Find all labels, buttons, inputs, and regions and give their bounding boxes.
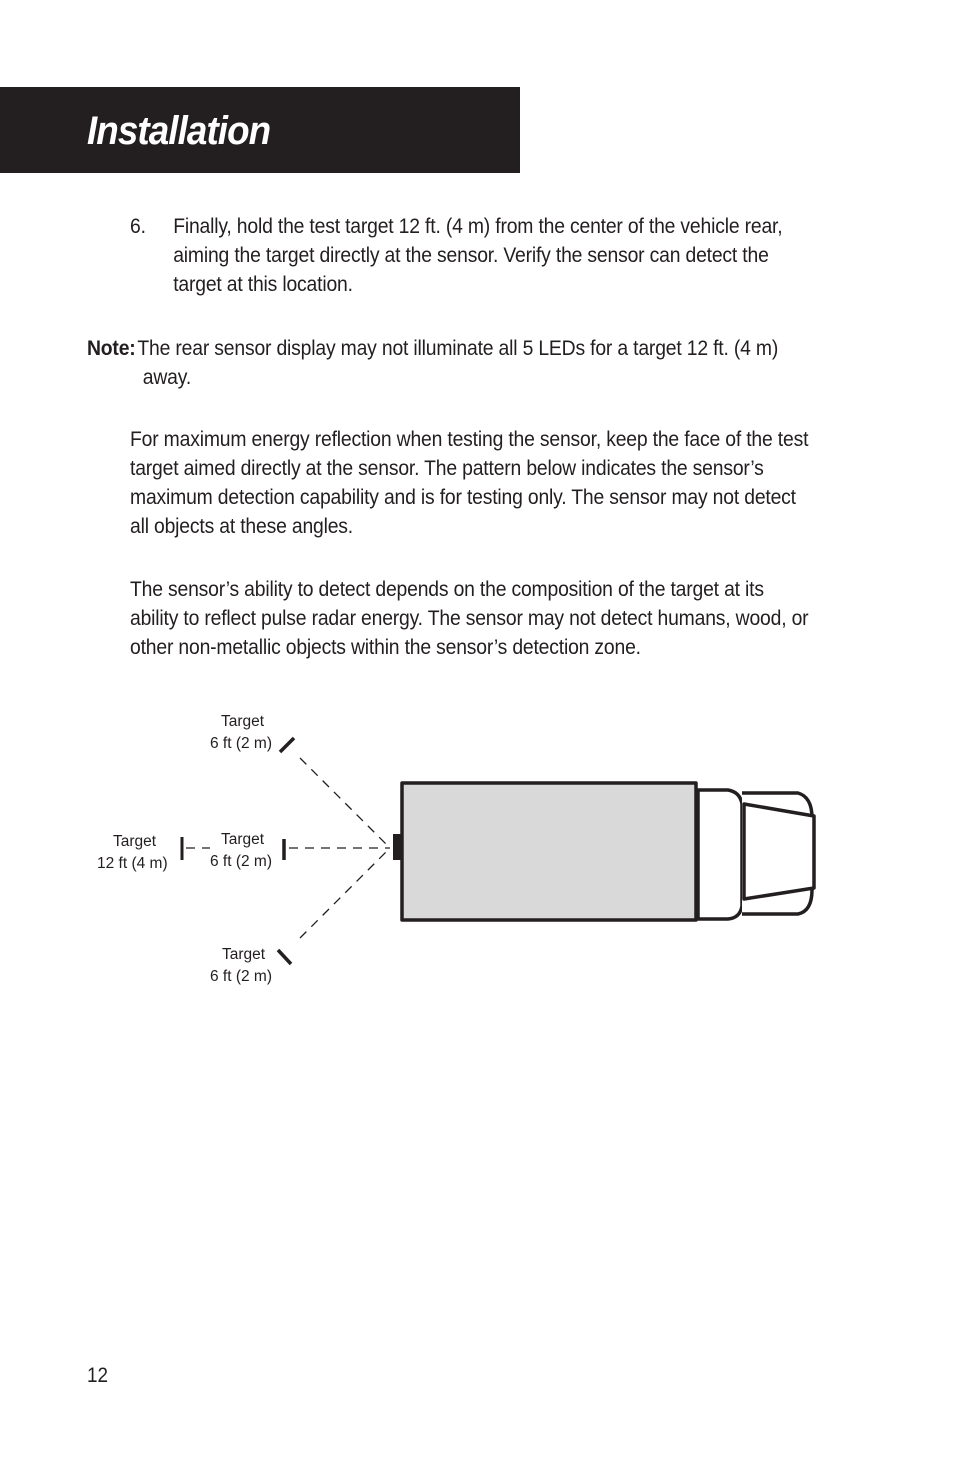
target-top-label: Target	[221, 713, 265, 730]
target-far-label: Target	[113, 833, 157, 850]
target-bottom-distance: 6 ft (2 m)	[210, 968, 273, 985]
note-text: The rear sensor display may not illuminate all 5 LEDs for a target 12 ft. (4 m) away.	[137, 336, 779, 389]
vehicle-windshield	[744, 804, 814, 899]
detection-pattern-diagram	[0, 700, 954, 1000]
target-top-marker	[280, 738, 294, 752]
target-top-distance: 6 ft (2 m)	[210, 735, 273, 752]
page-title: Installation	[87, 109, 271, 153]
paragraph-composition: The sensor’s ability to detect depends on the composition of the target at its ability to reflect pulse radar energy. The sensor may not detect humans, wood, or other non-metallic objects within the sensor’s detection zone.	[130, 577, 809, 659]
vehicle-top-view	[402, 783, 814, 920]
target-far-distance: 12 ft (4 m)	[97, 855, 168, 872]
detection-line-lower	[300, 848, 390, 938]
note-label: Note:	[87, 336, 136, 360]
vehicle-cargo-body	[402, 783, 696, 920]
page-number: 12	[87, 1364, 109, 1387]
paragraph-energy-reflection: For maximum energy reflection when testing the sensor, keep the face of the test target aimed directly at the sensor. The pattern below indicates the sensor’s maximum detection capability and is for testing only. The sensor may not detect all objects at these angles.	[130, 427, 809, 538]
step-text: Finally, hold the test target 12 ft. (4 m) from the center of the vehicle rear, aiming the target directly at the sensor. Verify the sensor can detect the target at this location.	[173, 214, 783, 296]
target-middle-distance: 6 ft (2 m)	[210, 853, 273, 870]
vehicle-cab	[698, 790, 742, 919]
target-bottom-label: Target	[222, 946, 266, 963]
targets	[182, 738, 294, 964]
target-middle-label: Target	[221, 831, 265, 848]
target-bottom-marker	[278, 950, 291, 964]
detection-lines	[186, 758, 390, 938]
detection-line-upper	[300, 758, 390, 848]
step-number: 6.	[130, 214, 146, 238]
